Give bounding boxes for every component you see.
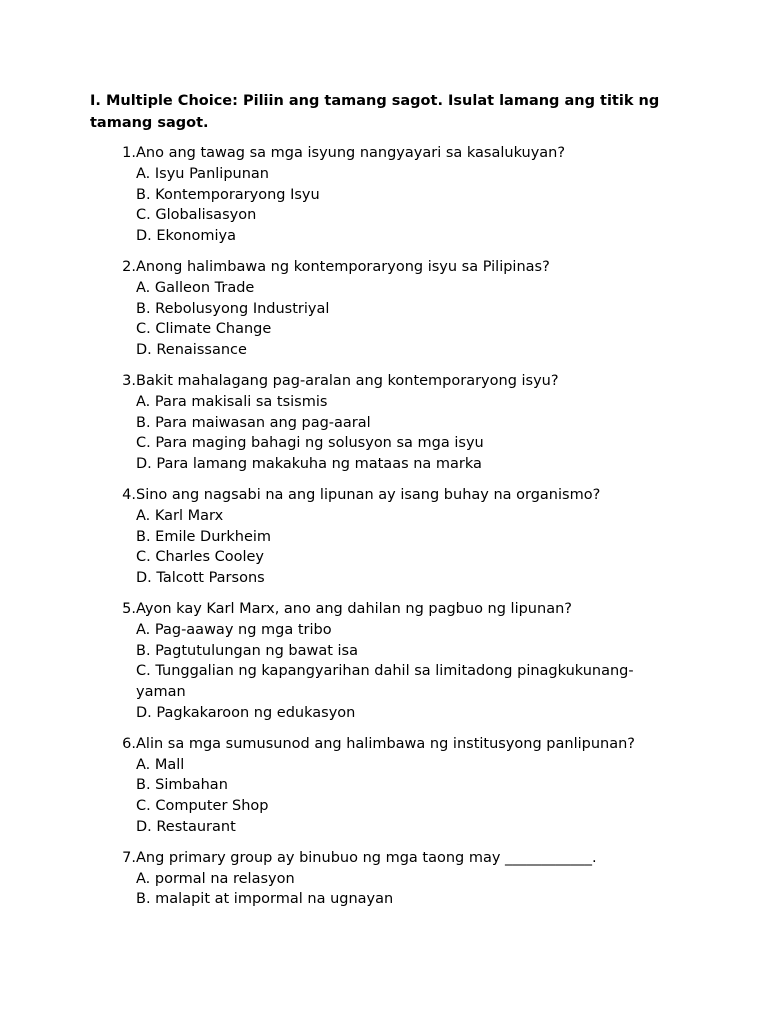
question-item (90, 143, 670, 247)
question-number: 6. (122, 735, 136, 752)
instructions-heading: I. Multiple Choice: Piliin ang tamang sagot. Isulat lamang ang titik ng tamang sagot. (90, 93, 660, 131)
choice-b: B. Para maiwasan ang pag-aaral (136, 414, 371, 431)
choice-a: A. Galleon Trade (136, 279, 255, 296)
choice-c: C. Computer Shop (136, 798, 269, 815)
question-text: Ayon kay Karl Marx, ano ang dahilan ng pagbuo ng lipunan? (136, 600, 572, 617)
choice-c: C. Climate Change (136, 321, 272, 338)
question-text: Anong halimbawa ng kontemporaryong isyu sa Pilipinas? (136, 258, 550, 275)
choice-c: C. Tunggalian ng kapangyarihan dahil sa limitadong pinagkukunang-yaman (136, 663, 634, 701)
question-number: 2. (122, 258, 136, 275)
choice-b: B. malapit at impormal na ugnayan (136, 891, 394, 908)
question-number: 7. (122, 849, 136, 866)
question-item (90, 371, 670, 475)
question-item (90, 485, 670, 589)
choice-a: A. Pag-aaway ng mga tribo (136, 621, 332, 638)
choice-d: D. Renaissance (136, 342, 247, 359)
question-number: 4. (122, 486, 136, 503)
choice-d: D. Talcott Parsons (136, 570, 265, 587)
choice-d: D. Para lamang makakuha ng mataas na marka (136, 456, 482, 473)
question-item (90, 599, 670, 724)
choice-a: A. Karl Marx (136, 507, 224, 524)
choice-a: A. Isyu Panlipunan (136, 165, 269, 182)
question-text: Ang primary group ay binubuo ng mga taong may ____________. (136, 849, 597, 866)
choice-d: D. Restaurant (136, 818, 236, 835)
choice-d: D. Ekonomiya (136, 228, 236, 245)
question-item (90, 257, 670, 361)
choice-b: B. Kontemporaryong Isyu (136, 186, 320, 203)
question-number: 5. (122, 600, 136, 617)
choice-b: B. Rebolusyong Industriyal (136, 300, 330, 317)
worksheet-page (90, 90, 670, 920)
choice-a: A. Mall (136, 756, 185, 773)
question-number: 1. (122, 145, 136, 161)
choice-c: C. Para maging bahagi ng solusyon sa mga isyu (136, 435, 484, 452)
question-text: Ano ang tawag sa mga isyung nangyayari sa kasalukuyan? (136, 145, 566, 161)
choice-b: B. Emile Durkheim (136, 528, 272, 545)
choice-b: B. Simbahan (136, 777, 228, 794)
question-text: Alin sa mga sumusunod ang halimbawa ng institusyong panlipunan? (136, 735, 635, 752)
choice-a: A. pormal na relasyon (136, 870, 295, 887)
choice-d: D. Pagkakaroon ng edukasyon (136, 704, 356, 721)
choice-c: C. Charles Cooley (136, 549, 265, 566)
question-item (90, 734, 670, 838)
question-text: Sino ang nagsabi na ang lipunan ay isang buhay na organismo? (136, 486, 601, 503)
question-item (90, 848, 670, 910)
choice-c: C. Globalisasyon (136, 207, 257, 224)
question-text: Bakit mahalagang pag-aralan ang kontemporaryong isyu? (136, 372, 559, 389)
choice-a: A. Para makisali sa tsismis (136, 393, 328, 410)
choice-b: B. Pagtutulungan ng bawat isa (136, 642, 358, 659)
question-number: 3. (122, 372, 136, 389)
